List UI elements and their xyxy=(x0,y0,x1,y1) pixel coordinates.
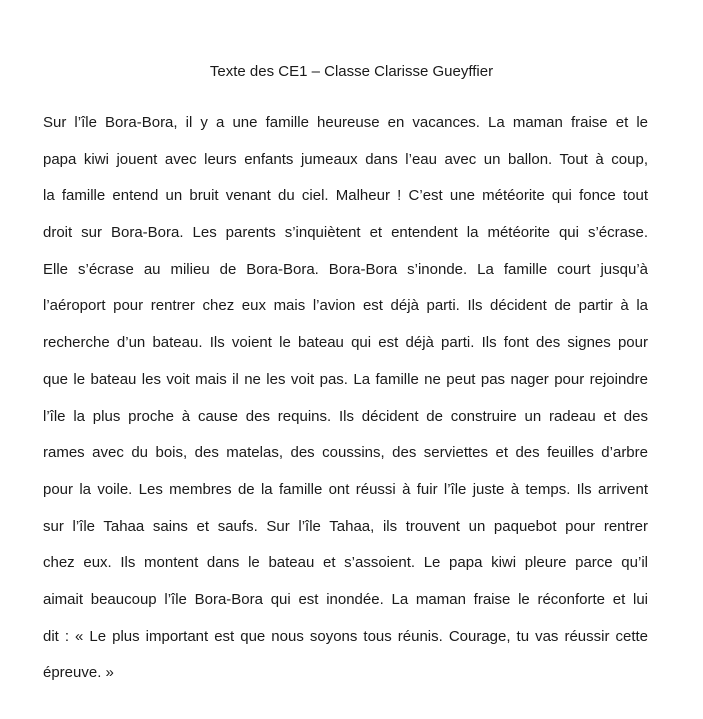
paragraph-line: papa kiwi jouent avec leurs enfants jumeaux dans l’eau avec un ballon. Tout à coup, xyxy=(43,150,648,168)
document-title: Texte des CE1 – Classe Clarisse Gueyffier xyxy=(209,63,494,80)
paragraph-line: pour la voile. Les membres de la famille ont réussi à fuir l’île juste à temps. Ils arrivent xyxy=(43,480,648,498)
story-paragraph xyxy=(43,111,648,698)
paragraph-line: Elle s’écrase au milieu de Bora-Bora. Bora-Bora s’inonde. La famille court jusqu’à xyxy=(43,260,648,278)
paragraph-line: dit : « Le plus important est que nous soyons tous réunis. Courage, tu vas réussir cette xyxy=(43,627,648,645)
paragraph-line: Sur l’île Bora-Bora, il y a une famille heureuse en vacances. La maman fraise et le xyxy=(43,114,648,131)
paragraph-line: que le bateau les voit mais il ne les voit pas. La famille ne peut pas nager pour rejoindre xyxy=(43,370,648,388)
paragraph-line: la famille entend un bruit venant du ciel. Malheur ! C’est une météorite qui fonce tout xyxy=(43,187,648,205)
paragraph-line: épreuve. » xyxy=(43,664,114,682)
paragraph-line: l’île la plus proche à cause des requins. Ils décident de construire un radeau et des xyxy=(43,407,648,425)
paragraph-line: recherche d’un bateau. Ils voient le bateau qui est déjà parti. Ils font des signes pour xyxy=(43,334,648,352)
paragraph-line: rames avec du bois, des matelas, des coussins, des serviettes et des feuilles d’arbre xyxy=(43,444,648,462)
paragraph-line: l’aéroport pour rentrer chez eux mais l’avion est déjà parti. Ils décident de partir à la xyxy=(43,297,648,315)
paragraph-line: droit sur Bora-Bora. Les parents s’inquiètent et entendent la météorite qui s’écrase. xyxy=(43,224,648,242)
paragraph-line: sur l’île Tahaa sains et saufs. Sur l’île Tahaa, ils trouvent un paquebot pour rentrer xyxy=(43,517,648,535)
paragraph-line: chez eux. Ils montent dans le bateau et s’assoient. Le papa kiwi pleure parce qu’il xyxy=(43,554,648,572)
paragraph-line: aimait beaucoup l’île Bora-Bora qui est inondée. La maman fraise le réconforte et lui xyxy=(43,590,648,608)
